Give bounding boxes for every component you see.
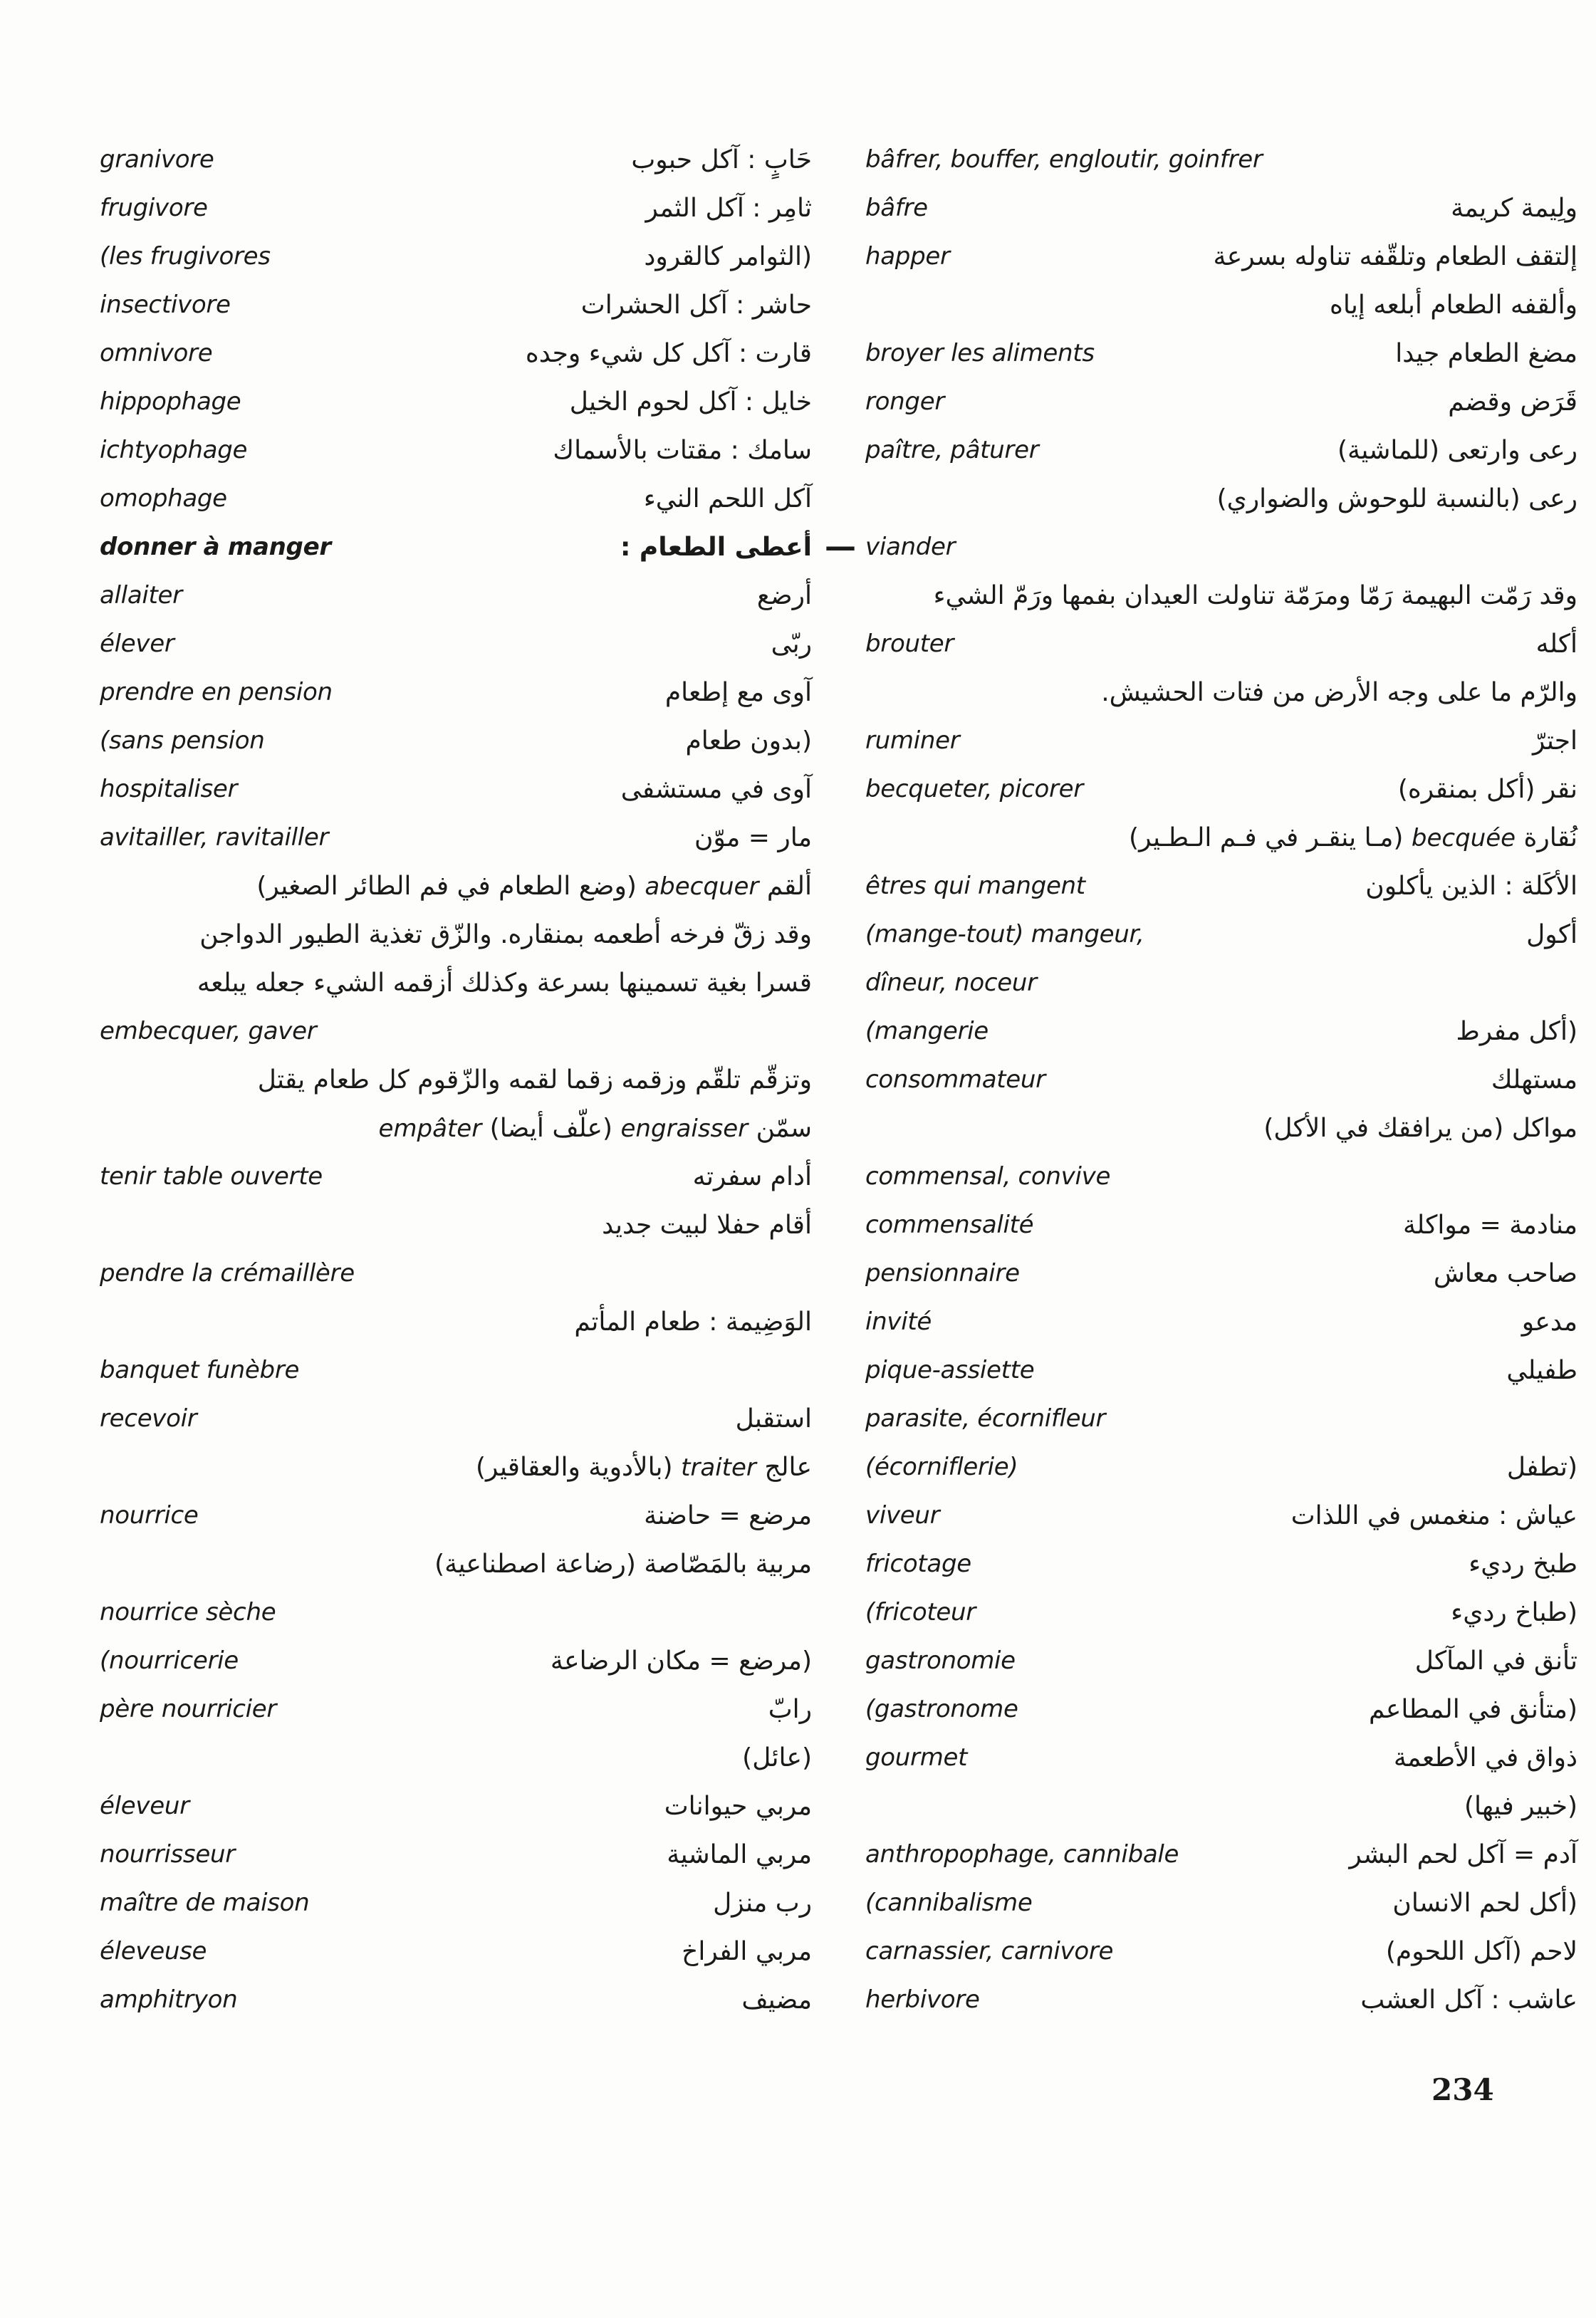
entry-row — [100, 184, 812, 232]
entry-row — [865, 620, 1577, 668]
entry-row — [865, 1249, 1577, 1298]
arabic-translation: نقر (أكل بمنقره) — [1397, 774, 1577, 804]
arabic-translation: (بدون طعام — [685, 726, 812, 756]
entry-row — [100, 862, 812, 910]
french-term: nourrisseur — [100, 1840, 235, 1869]
arabic-translation: مضغ الطعام جيدا — [1395, 338, 1577, 368]
french-inline-term: becquée — [1411, 823, 1516, 852]
french-term: père nourricier — [100, 1695, 277, 1723]
french-term: broyer les aliments — [865, 339, 1095, 367]
entry-row — [865, 1007, 1577, 1055]
french-term: tenir table ouverte — [100, 1162, 323, 1191]
french-term: commensalité — [865, 1211, 1034, 1239]
entry-row — [865, 571, 1577, 620]
entry-row — [100, 329, 812, 377]
arabic-translation: طبخ رديء — [1469, 1549, 1577, 1579]
french-term: happer — [865, 242, 950, 271]
arabic-gloss-line: والرّم ما على وجه الأرض من فتات الحشيش. — [1101, 677, 1577, 707]
french-term: becqueter, picorer — [865, 775, 1083, 803]
french-term: brouter — [865, 630, 954, 658]
entry-row — [100, 1636, 812, 1685]
french-term: éleveur — [100, 1792, 189, 1820]
entry-row — [100, 1927, 812, 1975]
arabic-translation: مواكل (من يرافقك في الأكل) — [1263, 1113, 1577, 1143]
french-term: parasite, écornifleur — [865, 1404, 1106, 1433]
arabic-gloss-line: قسرا بغية تسمينها بسرعة وكذلك أزقمه الشيء جعله يبلعه — [197, 968, 812, 998]
entry-row — [100, 1830, 812, 1879]
arabic-translation: (أكل لحم الانسان — [1392, 1888, 1577, 1918]
french-term: nourrice sèche — [100, 1598, 276, 1627]
arabic-translation: تأنق في المآكل — [1414, 1646, 1577, 1676]
french-term: commensal, convive — [865, 1162, 1111, 1191]
french-term: gourmet — [865, 1743, 968, 1772]
arabic-note: (بالأدوية والعقاقير) — [475, 1452, 673, 1482]
arabic-translation: مستهلك — [1491, 1065, 1577, 1095]
entry-row — [100, 281, 812, 329]
french-inline-term: traiter — [681, 1453, 756, 1482]
arabic-translation: قارت : آكل كل شيء وجده — [525, 338, 812, 368]
arabic-translation: آوى في مستشفى — [620, 774, 812, 804]
arabic-term: عالج — [764, 1452, 812, 1482]
arabic-translation: حَابٍ : آكل حبوب — [631, 145, 812, 174]
entry-row — [865, 281, 1577, 329]
french-inline-term: engraisser — [620, 1114, 749, 1143]
french-term: allaiter — [100, 581, 182, 610]
french-term: (gastronome — [865, 1695, 1018, 1723]
arabic-translation: (طباخ رديء — [1451, 1597, 1577, 1627]
arabic-note: (علّف أيضا) — [489, 1113, 613, 1143]
section-dash: — — [825, 528, 856, 565]
french-term: frugivore — [100, 194, 208, 222]
entry-row — [865, 1636, 1577, 1685]
french-term: (mangerie — [865, 1017, 989, 1045]
entry-row — [100, 1491, 812, 1540]
arabic-translation: خايل : آكل لحوم الخيل — [569, 387, 812, 417]
arabic-translation: وألقفه الطعام أبلعه إياه — [1330, 290, 1577, 320]
entry-row — [865, 910, 1577, 959]
arabic-gloss-mixed — [100, 1114, 812, 1143]
entry-row — [865, 765, 1577, 813]
entry-row — [865, 813, 1577, 862]
french-term: omophage — [100, 484, 227, 513]
right-column — [865, 135, 1577, 2024]
french-term: hippophage — [100, 387, 241, 416]
arabic-translation: رعى وارتعى (للماشية) — [1337, 435, 1577, 465]
entry-row — [100, 1249, 812, 1298]
entry-row — [865, 1540, 1577, 1588]
arabic-translation: سامك : مقتات بالأسماك — [553, 435, 812, 465]
entry-row — [100, 523, 856, 571]
entry-row — [100, 716, 812, 765]
french-term: fricotage — [865, 1550, 971, 1578]
entry-row — [865, 1830, 1577, 1879]
french-term: donner à manger — [100, 533, 331, 561]
french-term: éleveuse — [100, 1937, 207, 1965]
entry-row — [865, 1201, 1577, 1249]
entry-row — [865, 1879, 1577, 1927]
arabic-translation: أرضع — [756, 580, 812, 610]
entry-row — [865, 474, 1577, 523]
entry-row — [865, 1152, 1577, 1201]
arabic-translation: أكول — [1526, 919, 1577, 949]
entry-row — [100, 1298, 812, 1346]
french-inline-term: abecquer — [645, 872, 759, 901]
entry-row — [865, 1782, 1577, 1830]
arabic-translation: ربّى — [771, 629, 812, 659]
entry-row — [865, 1685, 1577, 1733]
entry-row — [100, 377, 812, 426]
entry-row — [865, 1394, 1577, 1443]
french-term: (cannibalisme — [865, 1889, 1033, 1917]
french-term: banquet funèbre — [100, 1356, 300, 1384]
arabic-translation: (متأنق في المطاعم — [1368, 1694, 1577, 1724]
entry-row — [865, 862, 1577, 910]
arabic-translation: أعطى الطعام : — [620, 532, 812, 562]
arabic-translation: رعى (بالنسبة للوحوش والضواري) — [1216, 484, 1577, 513]
french-term: invité — [865, 1307, 932, 1336]
entry-row — [865, 1104, 1577, 1152]
french-term: embecquer, gaver — [100, 1017, 317, 1045]
entry-row — [865, 959, 1577, 1007]
french-term: bâfrer, bouffer, engloutir, goinfrer — [865, 145, 1263, 174]
arabic-translation: أقام حفلا لبيت جديد — [602, 1210, 812, 1240]
arabic-translation: إلتقف الطعام وتلقّفه تناوله بسرعة — [1213, 241, 1577, 271]
french-term: amphitryon — [100, 1985, 238, 2014]
entry-row — [865, 329, 1577, 377]
entry-row — [100, 668, 812, 716]
french-term: ruminer — [865, 726, 960, 755]
entry-row — [865, 1975, 1577, 2024]
arabic-translation: مضيف — [741, 1985, 812, 2015]
arabic-translation: أكله — [1535, 629, 1577, 659]
arabic-note: (مـا ينقـر في فـم الـطـير) — [1129, 823, 1404, 852]
arabic-translation: صاحب معاش — [1433, 1258, 1577, 1288]
entry-row — [865, 716, 1577, 765]
entry-row — [100, 1201, 812, 1249]
arabic-translation: اجترّ — [1533, 726, 1577, 756]
arabic-translation: ثامِر : آكل الثمر — [645, 193, 812, 223]
arabic-translation: (مرضع = مكان الرضاعة — [550, 1646, 812, 1676]
entry-row — [865, 232, 1577, 281]
entry-row — [865, 523, 1577, 571]
french-term: recevoir — [100, 1404, 197, 1433]
french-term: avitailler, ravitailler — [100, 823, 329, 852]
french-term: pendre la crémaillère — [100, 1259, 355, 1288]
french-term: (les frugivores — [100, 242, 271, 271]
arabic-translation: (عائل) — [742, 1743, 812, 1773]
french-term: pensionnaire — [865, 1259, 1020, 1288]
entry-row — [100, 1055, 812, 1104]
arabic-translation: مار = موّن — [694, 823, 812, 852]
french-term: anthropophage, cannibale — [865, 1840, 1179, 1869]
french-term: granivore — [100, 145, 214, 174]
entry-row — [100, 765, 812, 813]
entry-row — [100, 1346, 812, 1394]
french-term: consommateur — [865, 1065, 1045, 1094]
french-term: herbivore — [865, 1985, 980, 2014]
entry-row — [100, 959, 812, 1007]
entry-row — [100, 135, 812, 184]
entry-row — [865, 377, 1577, 426]
arabic-translation: مربية بالمَصّاصة (رضاعة اصطناعية) — [434, 1549, 812, 1579]
entry-row — [865, 1927, 1577, 1975]
entry-row — [865, 184, 1577, 232]
arabic-translation: عياش : منغمس في اللذات — [1290, 1500, 1577, 1530]
french-inline-term: empâter — [378, 1114, 482, 1143]
french-term: (fricoteur — [865, 1598, 976, 1627]
entry-row — [100, 1007, 812, 1055]
entry-row — [100, 1879, 812, 1927]
arabic-gloss-mixed — [100, 1453, 812, 1482]
arabic-term: نُقارة — [1523, 823, 1577, 852]
french-term: insectivore — [100, 291, 231, 319]
arabic-translation: مرضع = حاضنة — [644, 1500, 812, 1530]
french-term: êtres qui mangent — [865, 872, 1085, 900]
arabic-translation: قَرَض وقضم — [1448, 387, 1577, 417]
arabic-translation: ولِيمة كريمة — [1451, 193, 1577, 223]
entry-row — [100, 1782, 812, 1830]
arabic-translation: ذواق في الأطعمة — [1393, 1743, 1577, 1773]
arabic-term: ألقم — [766, 871, 812, 901]
entry-row — [865, 1055, 1577, 1104]
arabic-term: سمّن — [756, 1113, 812, 1143]
arabic-translation: مربي الفراخ — [682, 1936, 812, 1966]
arabic-translation: رابّ — [768, 1694, 812, 1724]
arabic-translation: منادمة = مواكلة — [1402, 1210, 1577, 1240]
french-term: maître de maison — [100, 1889, 310, 1917]
arabic-translation: عاشب : آكل العشب — [1360, 1985, 1577, 2015]
entry-row — [865, 1346, 1577, 1394]
french-term: bâfre — [865, 194, 928, 222]
arabic-translation: (الثوامر كالقرود — [644, 241, 812, 271]
french-term: nourrice — [100, 1501, 199, 1530]
arabic-translation: آوى مع إطعام — [664, 677, 812, 707]
french-term: paître, pâturer — [865, 436, 1039, 464]
french-term: viveur — [865, 1501, 940, 1530]
arabic-gloss-mixed — [100, 872, 812, 901]
entry-row — [865, 426, 1577, 474]
arabic-gloss-line: وقد رَمّت البهيمة رَمّا ومرَمّة تناولت العيدان بفمها ورَمّ الشيء — [933, 580, 1577, 610]
french-term: prendre en pension — [100, 678, 333, 706]
french-term: élever — [100, 630, 174, 658]
french-term: dîneur, noceur — [865, 969, 1037, 997]
arabic-translation: (تطفل — [1506, 1452, 1577, 1482]
entry-row — [100, 1685, 812, 1733]
french-term: (écorniflerie) — [865, 1453, 1018, 1481]
entry-row — [100, 1540, 812, 1588]
arabic-note: (وضع الطعام في فم الطائر الصغير) — [256, 871, 637, 901]
french-term: pique-assiette — [865, 1356, 1035, 1384]
entry-row — [865, 135, 1577, 184]
french-term: hospitaliser — [100, 775, 238, 803]
arabic-translation: (أكل مفرط — [1456, 1016, 1577, 1046]
arabic-translation: آكل اللحم النيء — [643, 484, 812, 513]
arabic-translation: آدم = آكل لحم البشر — [1349, 1839, 1577, 1869]
arabic-gloss-mixed — [865, 823, 1577, 852]
page-number: 234 — [1431, 2072, 1494, 2107]
arabic-gloss-line: وقد زقّ فرخه أطعمه بمنقاره. والزّق تغذية الطيور الدواجن — [199, 919, 812, 949]
arabic-translation: رب منزل — [713, 1888, 812, 1918]
entry-row — [100, 1152, 812, 1201]
entry-row — [100, 910, 812, 959]
french-term: ichtyophage — [100, 436, 248, 464]
french-term: gastronomie — [865, 1646, 1016, 1675]
entry-row — [865, 1491, 1577, 1540]
entry-row — [100, 1975, 812, 2024]
french-term: ronger — [865, 387, 945, 416]
entry-row — [865, 1298, 1577, 1346]
entry-row — [100, 1104, 812, 1152]
french-term: omnivore — [100, 339, 213, 367]
left-column — [100, 135, 856, 2024]
french-term: viander — [865, 533, 956, 561]
entry-row — [100, 1588, 812, 1636]
arabic-translation: حاشر : آكل الحشرات — [580, 290, 812, 320]
entry-row — [100, 1394, 812, 1443]
entry-row — [865, 1443, 1577, 1491]
arabic-translation: استقبل — [735, 1404, 812, 1434]
arabic-translation: طفيلي — [1506, 1355, 1577, 1385]
entry-row — [100, 620, 812, 668]
entry-row — [100, 1443, 812, 1491]
arabic-translation: مربي حيوانات — [664, 1791, 812, 1821]
arabic-translation: لاحم (آكل اللحوم) — [1385, 1936, 1577, 1966]
arabic-translation: الوَضِيمة : طعام المأتم — [574, 1307, 812, 1337]
arabic-translation: أدام سفرته — [692, 1161, 812, 1191]
entry-row — [100, 232, 812, 281]
entry-row — [100, 813, 812, 862]
arabic-translation: (خبير فيها) — [1464, 1791, 1577, 1821]
arabic-translation: مربي الماشية — [667, 1839, 812, 1869]
french-term: (nourricerie — [100, 1646, 239, 1675]
french-term: (mange-tout) mangeur, — [865, 920, 1144, 949]
french-term: carnassier, carnivore — [865, 1937, 1114, 1965]
entry-row — [100, 426, 812, 474]
entry-row — [100, 1733, 812, 1782]
entry-row — [100, 474, 812, 523]
entry-row — [100, 571, 812, 620]
arabic-translation: مدعو — [1521, 1307, 1577, 1337]
entry-row — [865, 1733, 1577, 1782]
arabic-translation: الأكَلة : الذين يأكلون — [1365, 871, 1577, 901]
entry-row — [865, 668, 1577, 716]
arabic-gloss-line: وتزقّم تلقّم وزقمه زقما لقمه والزّقوم كل طعام يقتل — [257, 1065, 812, 1095]
entry-row — [865, 1588, 1577, 1636]
french-term: (sans pension — [100, 726, 265, 755]
